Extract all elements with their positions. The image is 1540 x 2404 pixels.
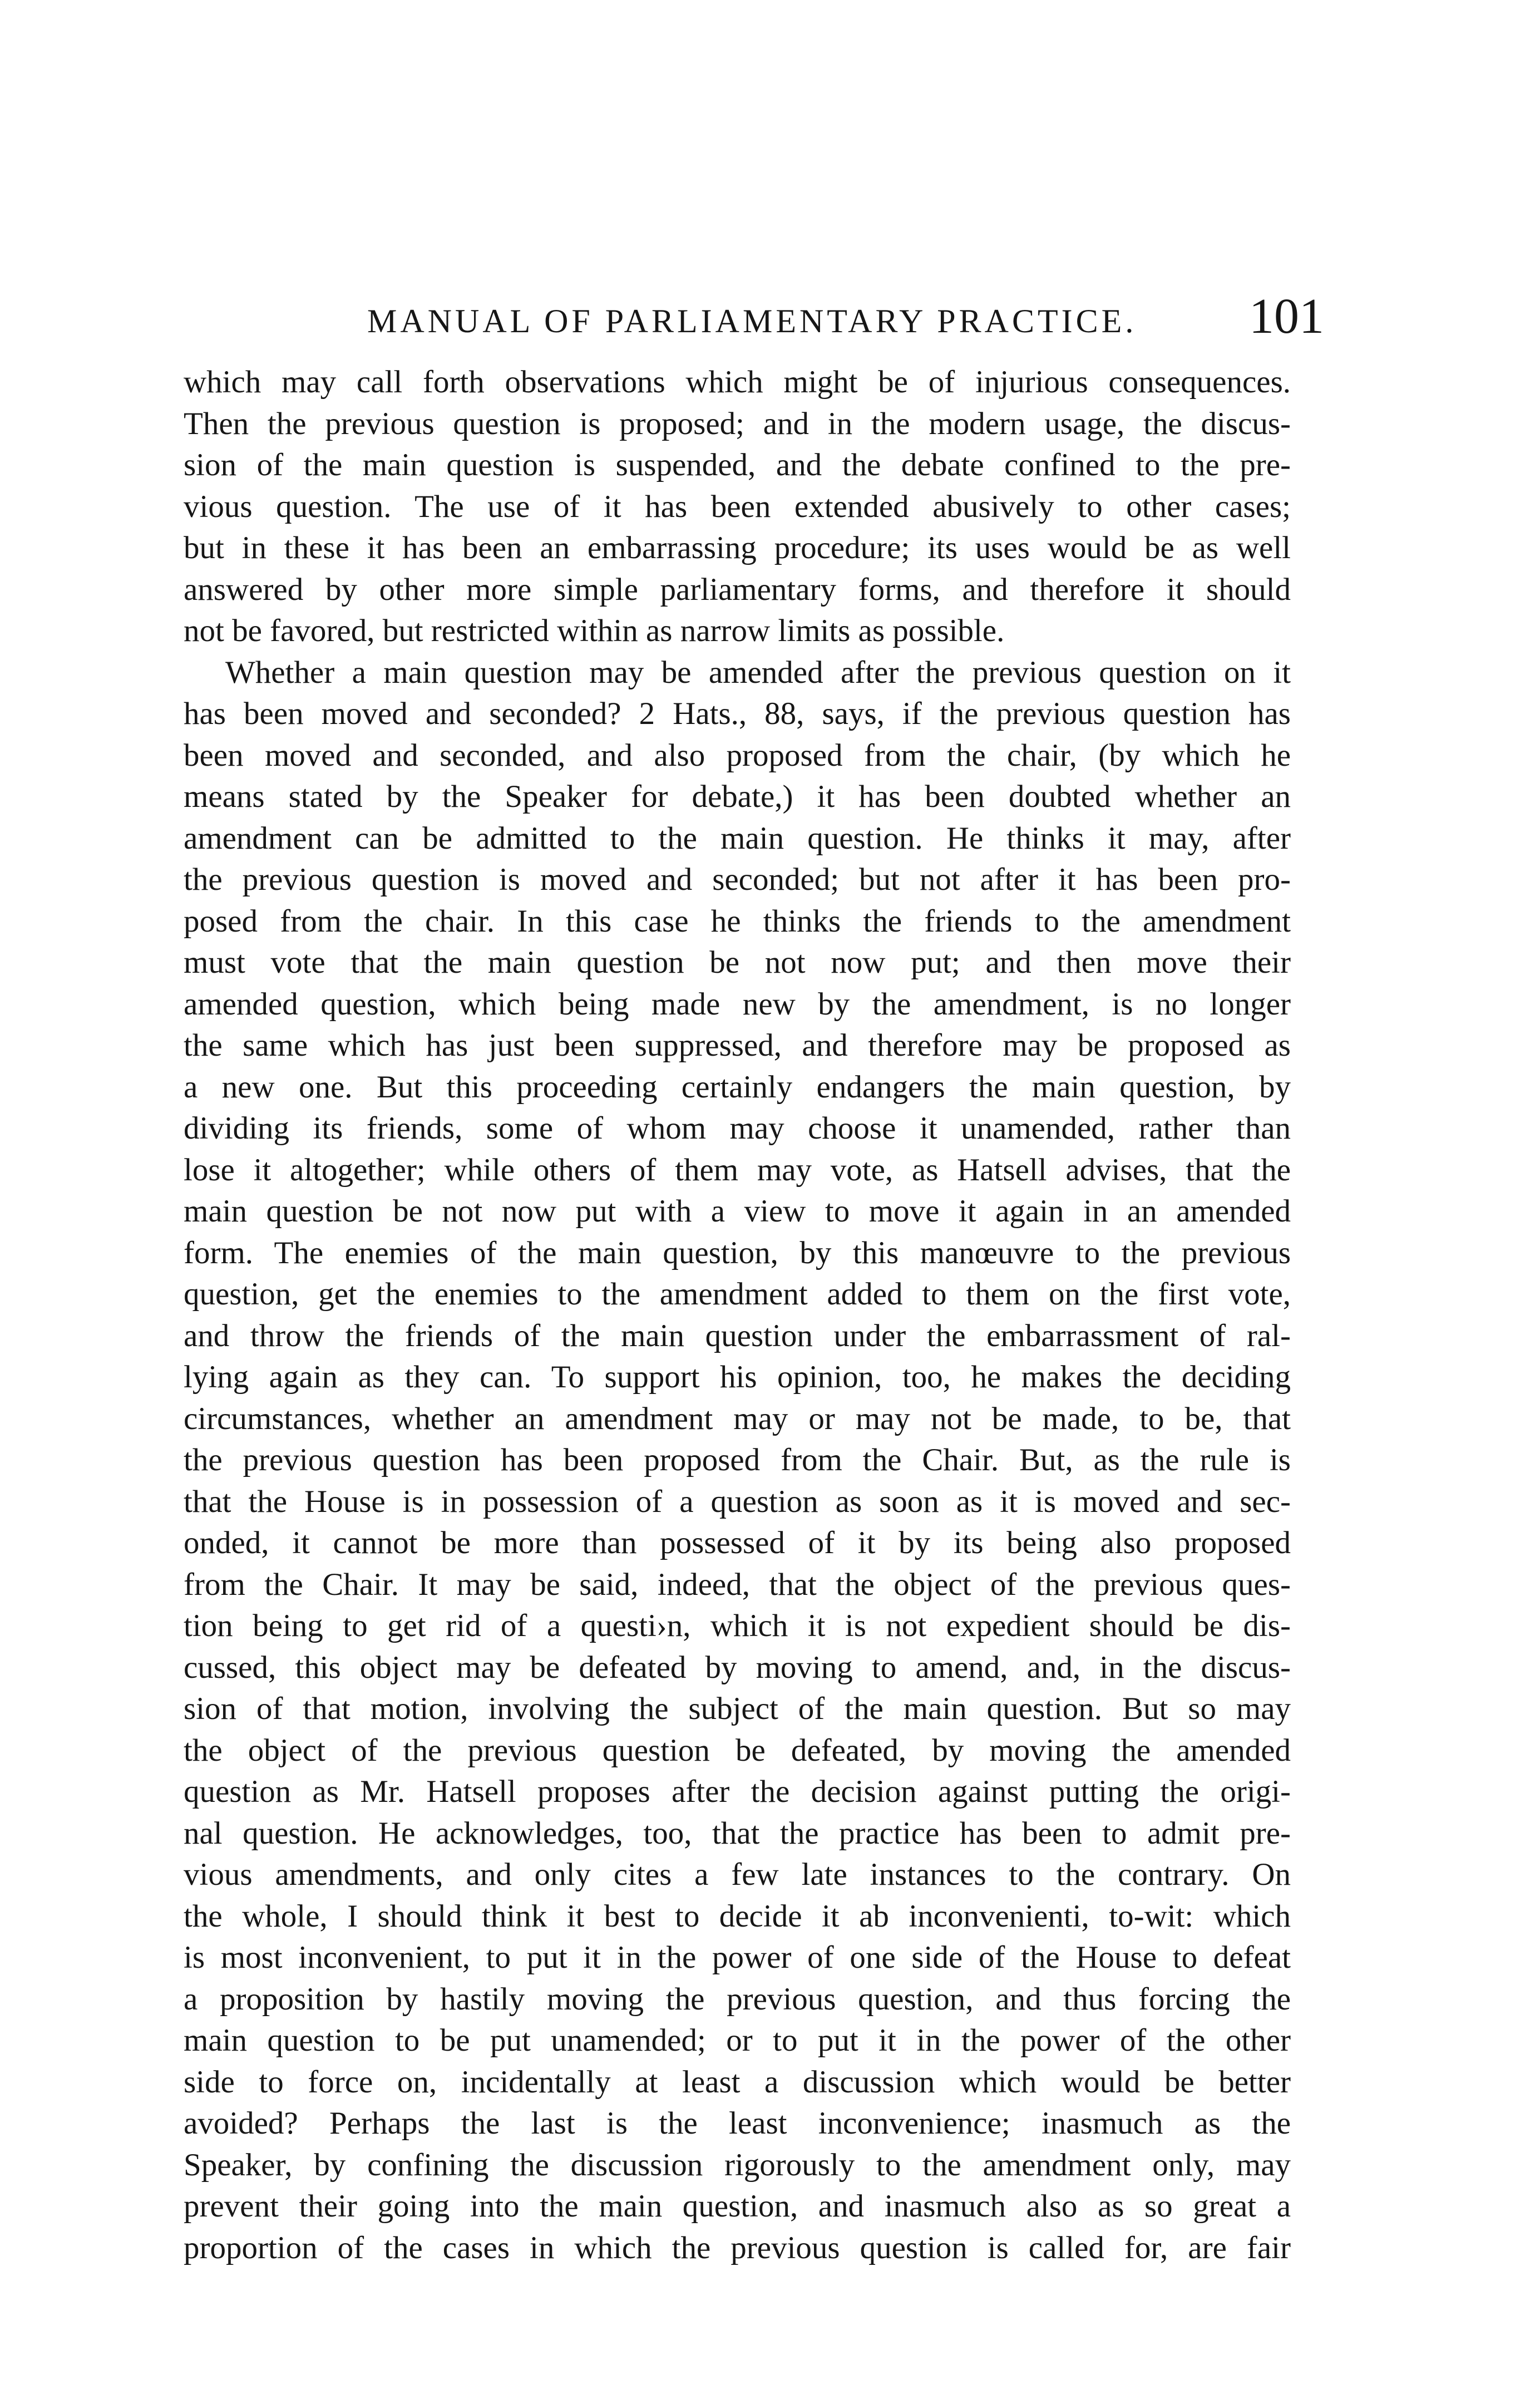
text-line: has been moved and seconded? 2 Hats., 88, says, if the previous question has bbox=[184, 696, 1291, 731]
text-line: been moved and seconded, and also proposed from the chair, (by which he bbox=[184, 737, 1291, 773]
text-line: the whole, I should think it best to decide it ab inconvenienti, to-wit: which bbox=[184, 1898, 1291, 1934]
text-line: prevent their going into the main question, and inasmuch also as so great a bbox=[184, 2189, 1291, 2224]
text-line: vious amendments, and only cites a few late instances to the contrary. On bbox=[184, 1857, 1291, 1892]
text-line: Then the previous question is proposed; and in the modern usage, the discus- bbox=[184, 406, 1291, 441]
text-line: proportion of the cases in which the previous question is called for, are fair bbox=[184, 2230, 1291, 2265]
text-line: avoided? Perhaps the last is the least inconvenience; inasmuch as the bbox=[184, 2106, 1291, 2141]
text-line: question, get the enemies to the amendment added to them on the first vote, bbox=[184, 1277, 1291, 1312]
text-line: a proposition by hastily moving the previous question, and thus forcing the bbox=[184, 1981, 1291, 2017]
text-line: side to force on, incidentally at least a discussion which would be better bbox=[184, 2064, 1291, 2100]
text-line: the object of the previous question be defeated, by moving the amended bbox=[184, 1732, 1291, 1768]
body-text bbox=[184, 362, 1291, 2269]
text-line: the previous question is moved and seconded; but not after it has been pro- bbox=[184, 862, 1291, 897]
page-number: 101 bbox=[1249, 289, 1324, 344]
text-line: nal question. He acknowledges, too, that the practice has been to admit pre- bbox=[184, 1815, 1291, 1851]
text-line: question as Mr. Hatsell proposes after the decision against putting the origi- bbox=[184, 1774, 1291, 1809]
text-line: cussed, this object may be defeated by moving to amend, and, in the discus- bbox=[184, 1649, 1291, 1685]
text-line: lose it altogether; while others of them may vote, as Hatsell advises, that the bbox=[184, 1152, 1291, 1188]
text-line: the previous question has been proposed from the Chair. But, as the rule is bbox=[184, 1442, 1291, 1477]
text-line: a new one. But this proceeding certainly endangers the main question, by bbox=[184, 1069, 1291, 1105]
text-line: Whether a main question may be amended after the previous question on it bbox=[225, 654, 1291, 690]
text-line: tion being to get rid of a questi›n, which it is not expedient should be dis- bbox=[184, 1608, 1291, 1643]
text-line: not be favored, but restricted within as narrow limits as possible. bbox=[184, 613, 1005, 648]
text-line: amended question, which being made new by the amendment, is no longer bbox=[184, 986, 1291, 1022]
text-line: posed from the chair. In this case he thinks the friends to the amendment bbox=[184, 903, 1291, 939]
text-line: circumstances, whether an amendment may or may not be made, to be, that bbox=[184, 1401, 1291, 1436]
text-line: onded, it cannot be more than possessed of it by its being also proposed bbox=[184, 1525, 1291, 1560]
text-line: is most inconvenient, to put it in the power of one side of the House to defeat bbox=[184, 1940, 1291, 1975]
text-line: must vote that the main question be not now put; and then move their bbox=[184, 945, 1291, 980]
text-line: lying again as they can. To support his opinion, too, he makes the deciding bbox=[184, 1359, 1291, 1395]
text-line: vious question. The use of it has been extended abusively to other cases; bbox=[184, 489, 1291, 524]
text-line: which may call forth observations which might be of injurious consequences. bbox=[184, 364, 1291, 400]
text-line: main question be not now put with a view to move it again in an amended bbox=[184, 1194, 1291, 1229]
text-line: the same which has just been suppressed, and therefore may be proposed as bbox=[184, 1028, 1291, 1063]
text-line: means stated by the Speaker for debate,) it has been doubted whether an bbox=[184, 779, 1291, 814]
text-line: sion of that motion, involving the subject of the main question. But so may bbox=[184, 1691, 1291, 1726]
running-title: MANUAL OF PARLIAMENTARY PRACTICE. bbox=[367, 303, 1137, 339]
text-line: answered by other more simple parliamentary forms, and therefore it should bbox=[184, 572, 1291, 607]
text-line: that the House is in possession of a question as soon as it is moved and sec- bbox=[184, 1484, 1291, 1519]
text-line: form. The enemies of the main question, by this manœuvre to the previous bbox=[184, 1235, 1291, 1270]
text-line: amendment can be admitted to the main question. He thinks it may, after bbox=[184, 820, 1291, 856]
text-line: but in these it has been an embarrassing procedure; its uses would be as well bbox=[184, 530, 1291, 565]
text-line: sion of the main question is suspended, and the debate confined to the pre- bbox=[184, 447, 1291, 482]
text-line: Speaker, by confining the discussion rigorously to the amendment only, may bbox=[184, 2147, 1291, 2183]
text-line: dividing its friends, some of whom may choose it unamended, rather than bbox=[184, 1111, 1291, 1146]
text-line: and throw the friends of the main question under the embarrassment of ral- bbox=[184, 1318, 1291, 1353]
text-line: main question to be put unamended; or to put it in the power of the other bbox=[184, 2023, 1291, 2058]
text-line: from the Chair. It may be said, indeed, that the object of the previous ques- bbox=[184, 1566, 1291, 1602]
page-header bbox=[367, 289, 1324, 353]
